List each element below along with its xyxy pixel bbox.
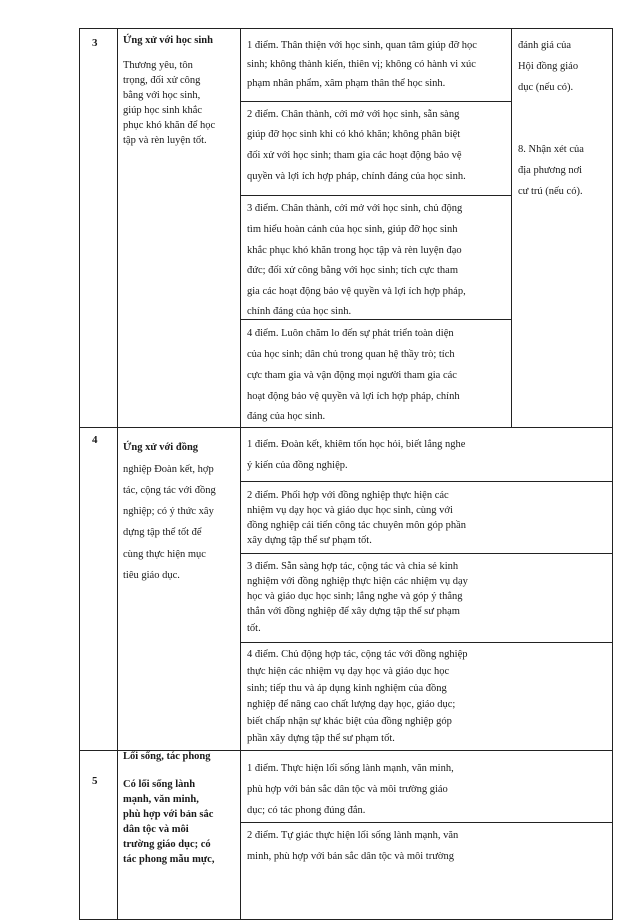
evidence-line: đánh giá của — [518, 40, 572, 51]
row3-criterion-line: tập và rèn luyện tốt. — [123, 135, 207, 146]
row4-level2-line: nhiệm vụ dạy học và giáo dục học sinh, cùng với — [247, 505, 453, 516]
row4-level1-line: ý kiến của đồng nghiệp. — [247, 460, 348, 471]
row5-criterion-line: mạnh, văn minh, — [123, 794, 199, 805]
row4-criterion-cell — [117, 427, 241, 751]
row4-level3-line: học và giáo dục học sinh; lắng nghe và góp ý thẳng — [247, 591, 463, 602]
row4-level4-line: nghiệp để nâng cao chất lượng dạy học, giáo dục; — [247, 699, 456, 710]
row4-criterion-title: Ứng xử với đồng — [123, 442, 199, 453]
row5-level1-line: phù hợp với bản sắc dân tộc và môi trường giáo — [247, 784, 448, 795]
row3-level1-line: 1 điểm. Thân thiện với học sinh, quan tâm giúp đỡ học — [247, 40, 477, 51]
row3-level3-line: đức; đối xử công bằng với học sinh; tích cực tham — [247, 265, 458, 276]
row3-level2-line: giúp đỡ học sinh khi có khó khăn; không phân biệt — [247, 129, 461, 140]
row3-level3-line: khắc phục khó khăn trong học tập và rèn luyện đạo — [247, 245, 462, 256]
row3-level3-line: gia các hoạt động bảo vệ quyền và lợi ích hợp pháp, — [247, 286, 466, 297]
evidence-line: 8. Nhận xét của — [518, 144, 584, 155]
evidence-line: Hội đồng giáo — [518, 61, 579, 72]
row4-level2-line: xây dựng tập thể sư phạm tốt. — [247, 535, 372, 546]
row3-criterion-line: bằng với học sinh, — [123, 90, 201, 101]
row5-level2-line: 2 điểm. Tự giác thực hiện lối sống lành mạnh, văn — [247, 830, 459, 841]
row3-level3-line: tìm hiểu hoàn cảnh của học sinh, giúp đỡ học sinh — [247, 224, 458, 235]
row5-criterion-line: dân tộc và môi — [123, 824, 189, 835]
row3-criterion-line: giúp học sinh khắc — [123, 105, 203, 116]
row4-criterion-line: nghiệp; có ý thức xây — [123, 506, 214, 517]
row4-level4-line: 4 điểm. Chủ động hợp tác, cộng tác với đồng nghiệp — [247, 649, 468, 660]
row4-level4-line: phần xây dựng tập thể sư phạm tốt. — [247, 733, 395, 744]
row4-level2-line: 2 điểm. Phối hợp với đồng nghiệp thực hiện các — [247, 490, 449, 501]
row3-number: 3 — [92, 37, 98, 49]
row5-level2-line: minh, phù hợp với bản sắc dân tộc và môi trường — [247, 851, 454, 862]
row4-level4-line: thực hiện các nhiệm vụ dạy học và giáo dục học — [247, 666, 450, 677]
row4-criterion-line: dựng tập thể tốt để — [123, 527, 202, 538]
row4-level3-line: 3 điểm. Sẵn sàng hợp tác, cộng tác và chia sẻ kinh — [247, 561, 459, 572]
row5-criterion-title: Lối sống, tác phong — [123, 751, 211, 762]
row4-criterion-line: tác, cộng tác với đồng — [123, 485, 216, 496]
row4-level4-line: sinh; tiếp thu và áp dụng kinh nghiệm của đồng — [247, 683, 447, 694]
row3-level3-line: 3 điểm. Chân thành, cởi mở với học sinh, chủ động — [247, 203, 463, 214]
evidence-line: cư trú (nếu có). — [518, 186, 583, 197]
row3-level4-line: cực tham gia và vận động mọi người tham gia các — [247, 370, 457, 381]
row5-level1-line: 1 điểm. Thực hiện lối sống lành mạnh, văn minh, — [247, 763, 454, 774]
row5-level1-line: dục; có tác phong đúng đắn. — [247, 805, 366, 816]
row3-number-cell — [79, 28, 118, 428]
row4-level3-line: nghiệm với đồng nghiệp thực hiện các nhiệm vụ dạy — [247, 576, 468, 587]
row3-level4-line: hoạt động bảo vệ quyền và lợi ích hợp pháp, chính — [247, 391, 460, 402]
row3-criterion-title: Ứng xử với học sinh — [123, 35, 213, 46]
row3-level1-line: sinh; không thành kiến, thiên vị; không có hành vi xúc — [247, 59, 476, 70]
row3-level4-line: 4 điểm. Luôn chăm lo đến sự phát triển toàn diện — [247, 328, 454, 339]
row5-number-cell — [79, 750, 118, 920]
row4-criterion-line: cùng thực hiện mục — [123, 549, 206, 560]
row5-criterion-line: phù hợp với bản sắc — [123, 809, 214, 820]
row4-number-cell — [79, 427, 118, 751]
row3-level4-line: đáng của học sinh. — [247, 411, 326, 422]
row4-level1-cell — [240, 427, 613, 482]
row5-number: 5 — [92, 775, 98, 787]
row4-level2-line: đồng nghiệp cải tiến công tác chuyên môn góp phần — [247, 520, 466, 531]
row5-criterion-line: Có lối sống lành — [123, 779, 196, 790]
row3-criterion-line: phục khó khăn để học — [123, 120, 216, 131]
row4-level3-line: thắn với đồng nghiệp để xây dựng tập thể sư phạm — [247, 606, 460, 617]
row3-criterion-line: trọng, đối xử công — [123, 75, 201, 86]
row3-level4-line: của học sinh; dân chủ trong quan hệ thầy trò; tích — [247, 349, 455, 360]
row3-level3-line: chính đáng của học sinh. — [247, 306, 352, 317]
evidence-line: dục (nếu có). — [518, 82, 574, 93]
row3-level2-line: 2 điểm. Chân thành, cởi mở với học sinh, sẵn sàng — [247, 109, 460, 120]
row5-criterion-line: tác phong mẫu mực, — [123, 854, 215, 865]
row3-criterion-cell — [117, 28, 241, 428]
row3-criterion-line: Thương yêu, tôn — [123, 60, 193, 71]
row3-level2-line: quyền và lợi ích hợp pháp, chính đáng của học sinh. — [247, 171, 466, 182]
row4-number: 4 — [92, 434, 98, 446]
row3-level2-line: đối xử với học sinh; tham gia các hoạt động bảo vệ — [247, 150, 462, 161]
row4-level3-line: tốt. — [247, 623, 261, 634]
evidence-line: địa phương nơi — [518, 165, 583, 176]
row5-criterion-line: trường giáo dục; có — [123, 839, 211, 850]
row4-criterion-line: tiêu giáo dục. — [123, 570, 180, 581]
row4-criterion-line: nghiệp Đoàn kết, hợp — [123, 464, 214, 475]
row4-level1-line: 1 điểm. Đoàn kết, khiêm tốn học hỏi, biết lắng nghe — [247, 439, 466, 450]
row4-level4-line: biết chấp nhận sự khác biệt của đồng nghiệp góp — [247, 716, 452, 727]
row3-level1-line: phạm nhân phẩm, xâm phạm thân thể học sinh. — [247, 78, 446, 89]
